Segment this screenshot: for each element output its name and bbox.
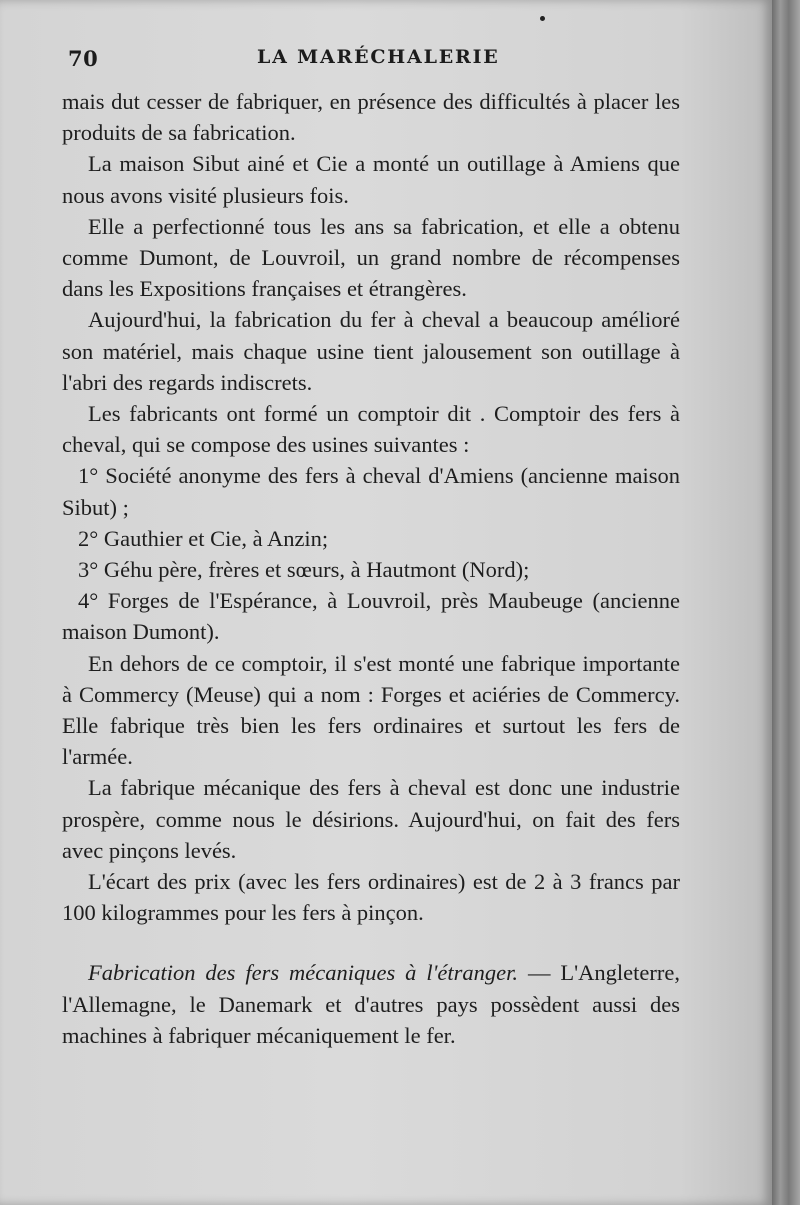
paragraph-prix: L'écart des prix (avec les fers ordinaires) est de 2 à 3 francs par 100 kilogrammes pour les fers à pinçon. [62,869,680,926]
list-item-3: 3° Géhu père, frères et sœurs, à Hautmont (Nord); [78,557,530,583]
list-item-4: 4° Forges de l'Espérance, à Louvroil, près Maubeuge (ancienne maison Dumont). [62,588,680,645]
list-item-2: 2° Gauthier et Cie, à Anzin; [78,525,329,551]
paragraph-sibut: La maison Sibut ainé et Cie a monté un outillage à Amiens que nous avons visité plusieurs fois. [62,151,680,208]
paragraph-etranger [62,957,680,1051]
page-number: 70 [68,46,99,71]
section-spacer [62,928,680,957]
section-title: Fabrication des fers mécaniques à l'étranger. [88,960,519,986]
paragraph-commercy: En dehors de ce comptoir, il s'est monté une fabrique importante à Commercy (Meuse) qui a nom : Forges et aciéries de Commercy. Elle fabrique très bien les fers ordinaires et surtout les fers de l'armée. [62,650,680,770]
paragraph-materiel: Aujourd'hui, la fabrication du fer à cheval a beaucoup amélioré son matériel, mais chaque usine tient jalousement son outillage à l'abri des regards indiscrets. [62,307,680,395]
paragraph-comptoir: Les fabricants ont formé un comptoir dit . Comptoir des fers à cheval, qui se compose des usines suivantes : [62,401,680,458]
book-gutter [772,0,800,1205]
paragraph-continuation: mais dut cesser de fabriquer, en présence des difficultés à placer les produits de sa fabrication. [62,89,680,146]
running-title: LA MARÉCHALERIE [257,46,500,68]
list-item-1: 1° Société anonyme des fers à cheval d'Amiens (ancienne maison Sibut) ; [62,463,680,520]
section-text: — L'Angleterre, l'Allemagne, le Danemark et d'autres pays possèdent aussi des machines à fabriquer mécaniquement le fer. [62,960,680,1048]
paragraph-industrie: La fabrique mécanique des fers à cheval est donc une industrie prospère, comme nous le désirions. Aujourd'hui, on fait des fers avec pinçons levés. [62,775,680,863]
paragraph-perfection: Elle a perfectionné tous les ans sa fabrication, et elle a obtenu comme Dumont, de Louvroil, un grand nombre de récompenses dans les Expositions françaises et étrangères. [62,213,680,302]
page-body [62,86,680,1051]
ink-speck [540,16,545,21]
page-header [62,42,682,74]
